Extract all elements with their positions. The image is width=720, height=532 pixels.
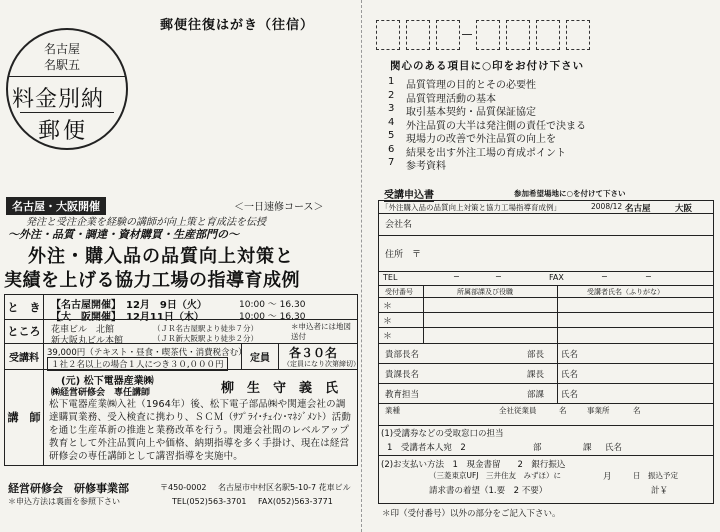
manager-row-name: 氏名 [561,390,579,400]
manager-row-name: 氏名 [561,350,579,360]
fee-label: 受講料 [5,343,44,370]
lecturer-org2: ㈱経営研修会 専任講師 [51,388,151,398]
title-line2: 実績を上げる協力工場の指導育成例 [4,270,300,291]
manager-row[interactable] [379,383,713,404]
capacity-label: 定員 [241,343,279,369]
capacity-value: 各３０名 [289,346,338,360]
topic-item[interactable] [388,130,708,144]
form-title: 受講申込書 [384,186,434,202]
footer-org: 経営研修会 研修事業部 [8,482,129,495]
attendee-row[interactable] [379,312,713,328]
postal-code-boxes [376,20,672,50]
fold-line [361,0,362,532]
employees-label: 全社従業員 [499,406,537,415]
fax-label: FAX [549,273,564,282]
topic-num: 6 [388,143,395,155]
title-line1: 外注・購入品の品質向上対策と [28,246,294,267]
payment-month: 月 [603,472,612,482]
manager-row-label: 貴課長名 [385,370,420,380]
address-label: 住所 〒 [385,250,422,260]
manager-row[interactable] [379,343,713,364]
postal-box-7[interactable] [566,20,590,50]
company-label: 会社名 [385,220,413,230]
manager-row-name: 氏名 [561,370,579,380]
topic-item[interactable] [388,103,708,117]
postmark-main2: 郵便 [38,119,89,144]
employees-unit: 名 [559,406,567,415]
postmark-divider2 [20,112,114,113]
date-nagoya: 【名古屋開催】 12月 9日（火） [51,300,207,311]
form-year: 2008/12 [591,202,623,211]
place-osaka: 新大阪丸ビル本館 [51,336,124,346]
postal-box-5[interactable] [506,20,530,50]
payment-title: (2)お支払い方法 1 現金書留 2 銀行振込 [381,460,566,470]
place-nagoya-note: （ＪＲ名古屋駅より徒歩７分） [153,324,258,333]
contact-section[interactable] [379,425,713,456]
topic-text: 外注品質の大半は発注側の責任で決まる [406,120,586,132]
tel-dash-2: − [495,272,502,281]
star-mark: ＊ [383,332,393,342]
topic-num: 2 [388,89,395,101]
postal-box-4[interactable] [476,20,500,50]
fee-sub: １社２名以上の場合１人につき３０,０００円 [47,357,228,371]
event-tag: 名古屋・大阪開催 [6,197,106,215]
postmark-divider [8,76,126,77]
lecturer-org1: (元) 松下電器産業㈱ [61,376,154,387]
topic-text: 結果を出す外注工場の育成ポイント [406,147,566,159]
industry-row[interactable] [379,403,713,426]
fee-main: 39,000円（テキスト・昼食・喫茶代・消費税含む） [47,348,247,358]
topic-text: 品質管理活動の基本 [406,93,496,105]
application-form [378,200,714,504]
topic-item[interactable] [388,117,708,131]
lecturer-label: 講 師 [5,369,44,465]
payment-bank: （三菱東京UFJ 三井住友 みずほ）に [429,471,562,480]
star-mark: ＊ [383,302,393,312]
form-instruction: 参加希望場地に○を付けて下さい [514,189,626,198]
company-field[interactable] [379,213,713,236]
postmark [6,28,128,150]
course-type: ＜一日速修コース＞ [234,202,324,213]
topic-item[interactable] [388,144,708,158]
subtitle: 〜外注・品質・調達・資材購買・生産部門の〜 [8,228,239,241]
manager-row-mid: 部課 [527,390,545,400]
topic-num: 1 [388,76,395,87]
capacity-note: （定員になり次第締切） [283,360,360,368]
footer-address: 名古屋市中村区名駅5-10-7 花車ビル [218,483,351,492]
office-label: 事業所 [587,406,610,415]
topic-num: 3 [388,103,395,114]
place-note: ＊申込者には地図送付 [291,322,351,341]
date-row-line [43,295,357,320]
form-course: 「外注購入品の品質向上対策と協力工場指導育成例」 [381,203,561,212]
attendee-row[interactable] [379,327,713,344]
topic-num: 7 [388,157,395,168]
fax-dash-1: − [601,272,608,281]
time-osaka: 10:00 〜 16.30 [239,312,306,322]
star-mark: ＊ [383,317,393,327]
postmark-line2: 名駅五 [44,58,81,72]
topic-text: 品質管理の目的とその必要性 [406,80,536,91]
place-osaka-note: （ＪＲ新大阪駅より徒歩２分） [153,334,258,343]
industry-label: 業種 [385,406,400,415]
place-nagoya: 花車ビル 北館 [51,325,115,335]
manager-col-line [557,343,558,403]
form-city-osaka[interactable]: 大阪 [675,204,693,214]
attendee-row[interactable] [379,297,713,313]
lecturer-name: 柳 生 守 義 氏 [221,381,339,396]
invoice-amount: 計￥ [651,486,669,496]
address-field[interactable] [379,235,713,272]
date-label: と き [5,295,44,320]
postmark-line1: 名古屋 [44,42,81,56]
footer-fax: FAX(052)563-3771 [258,497,333,506]
footer-tel: TEL(052)563-3701 [172,497,247,506]
col-number: 受付番号 [385,288,413,296]
postmark-main1: 料金別納 [12,87,105,112]
right-panel [364,0,720,532]
footer-zip: 〒450-0002 [160,483,207,492]
topic-num: 4 [388,116,395,128]
office-unit: 名 [633,406,641,415]
lecturer-bio: 松下電器産業㈱入社（1964年）後、松下電子部品㈱や関連会社の調達購買業務、受入検査に携わり、ＳＣＭ（ｻﾌﾟﾗｲ･ﾁｪｲﾝ･ﾏﾈｼﾞﾒﾝﾄ）活動を通じ生産革新の推進と業務改革を行う。関連会社間のレベルアップ教育として外注品質向上や価格、納期指導を多く手掛け、現在は経営研修会の専任講師として講習指導を実施中。 [49,399,352,462]
tel-label: TEL [383,273,398,282]
footer-note: ＊申込方法は裏面を参照下さい [8,497,120,506]
manager-row-label: 貴部長名 [385,350,420,360]
manager-row-mid: 課長 [527,370,545,380]
fax-dash-2: − [645,272,652,281]
phone-row [379,271,713,286]
topic-item[interactable] [388,90,708,104]
place-label: ところ [5,319,44,344]
contact-section-label: 課 [583,443,592,453]
col-name: 受講者氏名（ふりがな） [587,288,664,296]
topic-item[interactable] [388,157,708,171]
postal-box-1[interactable] [376,20,400,50]
payment-day: 日 振込予定 [633,471,678,480]
contact-line: 1 受講者本人宛 2 [387,443,466,453]
contact-name: 氏名 [605,443,623,453]
date-osaka: 【大 阪開催】 12月11日（木） [51,312,204,323]
interest-title: 関心のある項目に○印をお付け下さい [390,60,585,72]
topic-item[interactable] [388,76,708,90]
info-table [4,294,358,466]
topic-list [388,76,708,171]
manager-row-mid: 部長 [527,350,545,360]
tel-dash-1: − [453,272,460,281]
contact-dept: 部 [533,443,542,453]
fee-row-line [43,369,357,370]
time-nagoya: 10:00 〜 16.30 [239,300,306,310]
topic-text: 参考資料 [406,161,446,172]
postcard-title: 郵便往復はがき（往信） [160,18,315,33]
postal-box-3[interactable] [436,20,460,50]
payment-section[interactable] [379,455,713,503]
form-footer-note: ＊印（受付番号）以外の部分をご記入下さい。 [382,509,561,519]
postal-box-2[interactable] [406,20,430,50]
invoice-line: 請求書の着望（1.要 2 不要） [429,486,548,496]
contact-title: (1)受講券などの受取窓口の担当 [381,429,504,439]
topic-text: 取引基本契約・品質保証協定 [406,107,536,118]
intro-text: 発注と受注企業を経験の講師が向上策と育成法を伝授 [26,217,266,228]
col-dept: 所属部課及び役職 [457,288,513,296]
manager-row-label: 教育担当 [385,390,420,400]
topic-text: 現場力の改善で外注品質の向上を [406,134,556,145]
postal-separator [462,34,472,35]
topic-num: 5 [388,130,395,141]
postal-box-6[interactable] [536,20,560,50]
form-city-nagoya[interactable]: 名古屋 [625,204,651,214]
manager-row[interactable] [379,363,713,384]
